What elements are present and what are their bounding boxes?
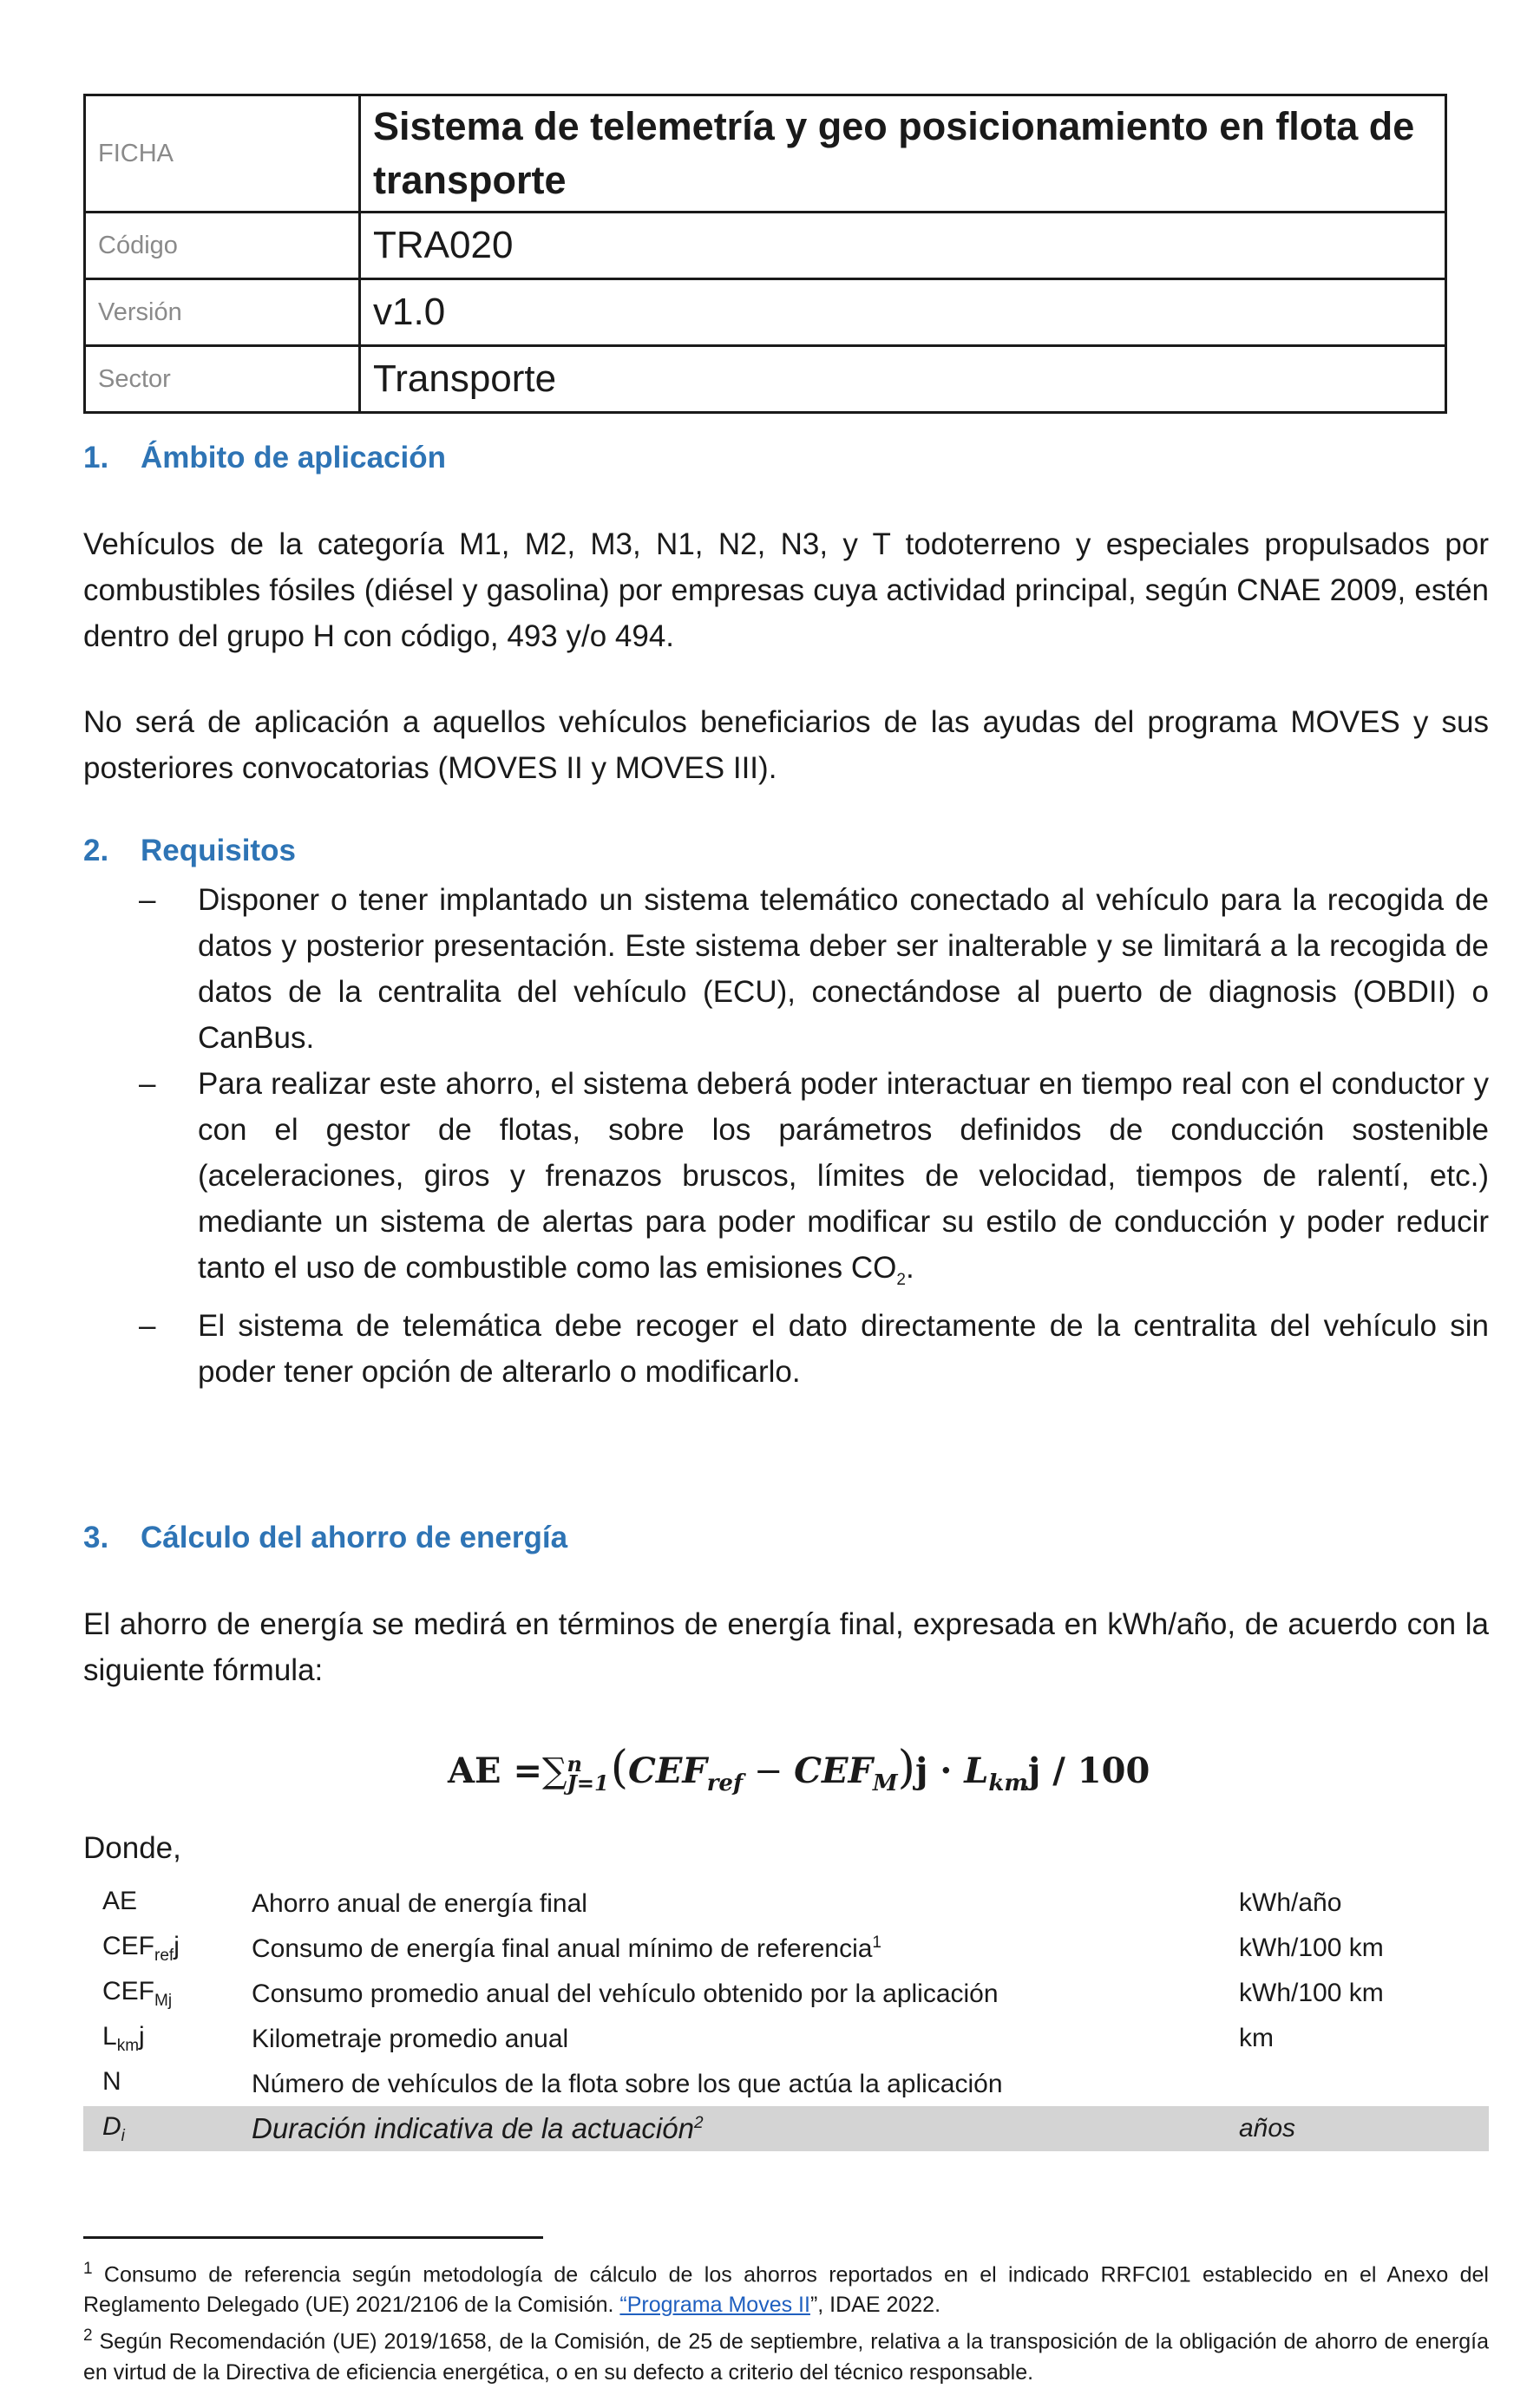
variable-description: Número de vehículos de la flota sobre los que actúa la aplicación bbox=[252, 2069, 1003, 2098]
variable-description: Consumo promedio anual del vehículo obtenido por la aplicación bbox=[252, 1979, 999, 2008]
section-1-paragraph-1: Vehículos de la categoría M1, M2, M3, N1, N2, N3, y T todoterreno y especiales propulsados por combustibles fósiles (diésel y gasolina) por empresas cuya actividad principal, según CNAE 2009, estén dentro del grupo H con código, 493 y/o 494. bbox=[83, 527, 1489, 653]
footnote-2: $^2$ Según Recomendación (UE) 2019/1658, de la Comisión, de 25 de septiembre, relativa a la transposición de la obligación de ahorro de energía en virtud de la Directiva de eficiencia energética, o en su defecto a criterio del técnico responsable. bbox=[83, 2326, 1489, 2385]
footnote-separator bbox=[83, 2236, 543, 2239]
requirement-item-2 bbox=[83, 1061, 1489, 1303]
formula-cef-m: CEF bbox=[794, 1750, 873, 1791]
formula-sum-upper: n bbox=[567, 1751, 582, 1777]
variable-unit: km bbox=[1239, 2024, 1274, 2052]
co2-subscript: 2 bbox=[896, 1271, 906, 1289]
ficha-row-version bbox=[85, 279, 1446, 346]
sector-value: Transporte bbox=[360, 346, 1446, 413]
requirement-text-2: Para realizar este ahorro, el sistema deberá poder interactuar en tiempo real con el conductor y con el gestor de flotas, sobre los parámetros definidos de conducción sostenible (aceleraciones, giros y frenazos bruscos, límites de velocidad, tiempos de ralentí, etc.) mediante un sistema de alertas para poder modificar su estilo de conducción y poder reducir tanto el uso de combustible como las emisiones CO bbox=[198, 1067, 1489, 1285]
section-3-title: Cálculo del ahorro de energía bbox=[141, 1521, 568, 1554]
variable-description: Ahorro anual de energía final bbox=[252, 1888, 587, 1918]
section-1-number: 1. bbox=[83, 441, 109, 474]
ficha-row-codigo bbox=[85, 213, 1446, 279]
requirement-item-3 bbox=[83, 1303, 1489, 1395]
requirement-text-1: Disponer o tener implantado un sistema telemático conectado al vehículo para la recogida de datos y posterior presentación. Este sistema deber ser inalterable y se limitará a la recogida de datos de la centralita del vehículo (ECU), conectándose al puerto de diagnosis (OBDII) o CanBus. bbox=[198, 883, 1489, 1055]
dash-bullet-icon: – bbox=[139, 883, 156, 917]
requirement-text-2-end: . bbox=[905, 1251, 914, 1285]
footnotes bbox=[83, 2254, 1489, 2388]
formula-j1: j · bbox=[914, 1750, 965, 1791]
requirement-item-1 bbox=[83, 877, 1489, 1061]
section-1-heading bbox=[83, 441, 446, 475]
variable-unit bbox=[1220, 2061, 1489, 2106]
requirements-list bbox=[83, 877, 1489, 1395]
variable-description: Duración indicativa de la actuación$^2$ bbox=[233, 2106, 1220, 2151]
formula-sum-lower: J=1 bbox=[567, 1770, 609, 1796]
formula-rparen: ) bbox=[897, 1742, 915, 1794]
formula-m-sub: M bbox=[872, 1770, 898, 1796]
footnote-ref-2[interactable]: 2 bbox=[693, 2114, 704, 2132]
variable-symbol: $L_{km}j$ bbox=[102, 2021, 145, 2055]
variable-symbol: N bbox=[102, 2066, 121, 2096]
footnote-ref-1[interactable]: 1 bbox=[872, 1933, 881, 1952]
variable-unit: kWh/100 km bbox=[1239, 1979, 1384, 2007]
formula-ref-sub: ref bbox=[706, 1770, 744, 1796]
table-row bbox=[83, 1881, 1489, 1926]
table-row bbox=[83, 2106, 1489, 2151]
variable-symbol: $CEF_{Mj}$ bbox=[102, 1976, 173, 2010]
formula-lparen: ( bbox=[610, 1742, 628, 1794]
formula-cef-ref: CEF bbox=[628, 1750, 707, 1791]
table-row bbox=[83, 1926, 1489, 1971]
ficha-table bbox=[83, 94, 1447, 414]
section-1-paragraph-2: No será de aplicación a aquellos vehículos beneficiarios de las ayudas del programa MOVES y sus posteriores convocatorias (MOVES II y MOVES III). bbox=[83, 705, 1489, 785]
formula-lhs: AE = bbox=[448, 1750, 542, 1791]
ficha-row-title bbox=[85, 95, 1446, 213]
table-row bbox=[83, 2061, 1489, 2106]
codigo-value: TRA020 bbox=[360, 213, 1446, 279]
section-2-title: Requisitos bbox=[141, 834, 296, 867]
section-3-heading bbox=[83, 1521, 567, 1555]
dash-bullet-icon: – bbox=[139, 1309, 156, 1343]
variable-unit: kWh/100 km bbox=[1239, 1934, 1384, 1962]
version-label: Versión bbox=[85, 279, 360, 346]
ficha-row-sector bbox=[85, 346, 1446, 413]
variable-unit: kWh/año bbox=[1239, 1888, 1342, 1917]
document-page bbox=[83, 94, 1489, 2385]
variable-unit: años bbox=[1220, 2106, 1489, 2151]
formula-sum-symbol: ∑ bbox=[541, 1751, 567, 1791]
programa-moves-link[interactable]: “Programa Moves II bbox=[619, 2293, 810, 2318]
version-value: v1.0 bbox=[360, 279, 1446, 346]
ficha-label: FICHA bbox=[85, 95, 360, 213]
formula-j2: j / 100 bbox=[1027, 1750, 1150, 1791]
footnote-1: $^1$ Consumo de referencia según metodología de cálculo de los ahorros reportados en el indicado RRFCI01 establecido en el Anexo del Reglamento Delegado (UE) 2021/2106 de la Comisión. “Programa Moves II”, IDAE 2022. bbox=[83, 2260, 1489, 2318]
variable-symbol: $D_i$ bbox=[83, 2106, 233, 2151]
table-row bbox=[83, 2016, 1489, 2061]
ficha-title: Sistema de telemetría y geo posicionamiento en flota de transporte bbox=[360, 95, 1446, 213]
donde-label: Donde, bbox=[83, 1831, 181, 1865]
sector-label: Sector bbox=[85, 346, 360, 413]
section-2-heading bbox=[83, 834, 296, 868]
codigo-label: Código bbox=[85, 213, 360, 279]
energy-savings-formula bbox=[448, 1742, 1150, 1796]
table-row bbox=[83, 1971, 1489, 2016]
variables-table bbox=[83, 1881, 1489, 2151]
section-3-paragraph: El ahorro de energía se medirá en términos de energía final, expresada en kWh/año, de acuerdo con la siguiente fórmula: bbox=[83, 1607, 1489, 1687]
formula-minus: − bbox=[743, 1751, 795, 1791]
section-2-number: 2. bbox=[83, 834, 109, 867]
section-1-title: Ámbito de aplicación bbox=[141, 441, 446, 474]
section-3-number: 3. bbox=[83, 1521, 109, 1554]
dash-bullet-icon: – bbox=[139, 1067, 156, 1101]
formula-km-sub: km bbox=[988, 1770, 1028, 1796]
variable-symbol: $CEF_{ref}j$ bbox=[102, 1931, 180, 1965]
variable-symbol: AE bbox=[102, 1886, 138, 1915]
requirement-text-3: El sistema de telemática debe recoger el dato directamente de la centralita del vehículo sin poder tener opción de alterarlo o modificarlo. bbox=[198, 1309, 1489, 1389]
variable-description: Kilometraje promedio anual bbox=[252, 2024, 569, 2053]
variable-description: Consumo de energía final anual mínimo de referencia$^1$ bbox=[252, 1933, 881, 1963]
formula-l: L bbox=[964, 1750, 989, 1791]
